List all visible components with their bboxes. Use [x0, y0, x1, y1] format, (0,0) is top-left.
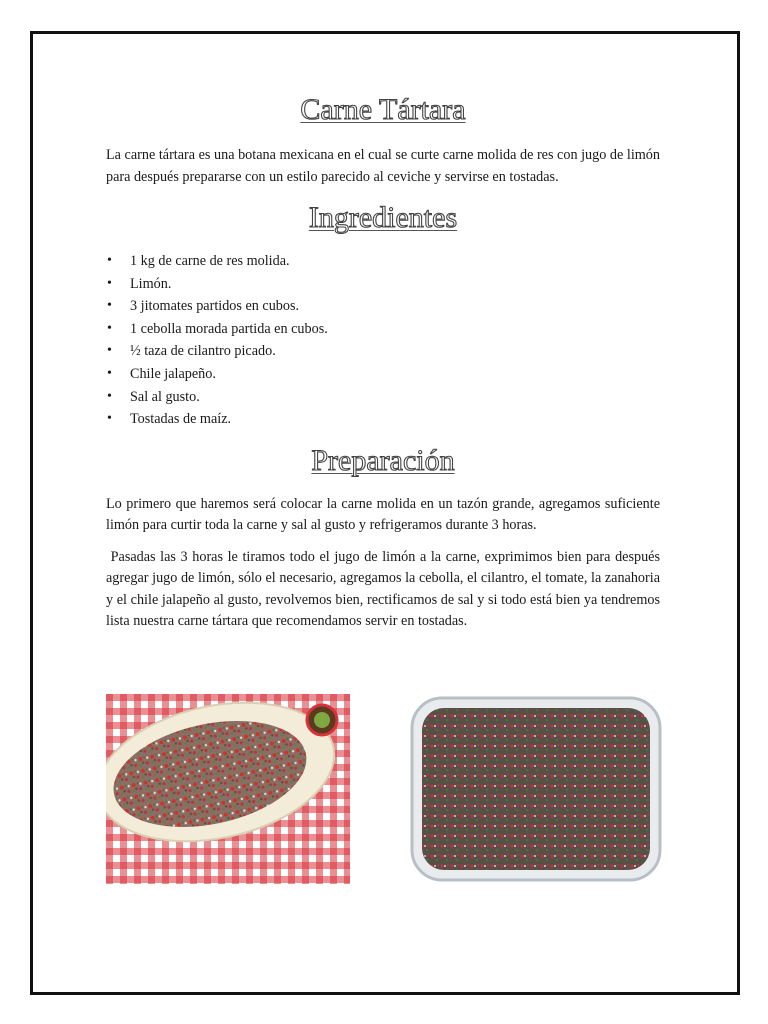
- tartar-dish-image: [410, 694, 662, 884]
- list-item: [106, 363, 660, 386]
- ingredient-text: 1 cebolla morada partida en cubos.: [130, 320, 328, 337]
- ingredient-text: 3 jitomates partidos en cubos.: [130, 298, 300, 315]
- ingredients-list: [106, 250, 660, 431]
- list-item: [106, 386, 660, 409]
- ingredient-text: Sal al gusto.: [130, 388, 200, 405]
- bullet-icon: •: [107, 275, 112, 291]
- ingredient-text: 1 kg de carne de res molida.: [130, 253, 290, 269]
- tartar-dish-photo: [410, 694, 662, 884]
- list-item: [106, 295, 660, 318]
- preparation-heading: Preparación: [311, 443, 455, 477]
- photo-row: [106, 694, 662, 884]
- ingredients-heading: Ingredientes: [308, 201, 458, 234]
- bullet-icon: •: [107, 253, 112, 268]
- list-item: [106, 273, 660, 296]
- list-item: [106, 318, 660, 341]
- ingredient-text: Limón.: [130, 275, 172, 292]
- list-item: [106, 250, 660, 273]
- title-heading: Carne Tártara: [300, 93, 466, 126]
- preparation-paragraph-1: Lo primero que haremos será colocar la carne molida en un tazón grande, agregamos suficiente limón para curtir toda la carne y sal al gusto y refrigeramos durante 3 horas.: [106, 495, 660, 534]
- bullet-icon: •: [107, 388, 112, 404]
- bullet-icon: •: [107, 365, 112, 381]
- document-body: [106, 92, 664, 633]
- list-item: [106, 340, 660, 363]
- bullet-icon: •: [107, 298, 112, 314]
- ingredient-text: ½ taza de cilantro picado.: [130, 343, 276, 360]
- bullet-icon: •: [107, 343, 112, 359]
- tartar-plate-image: [106, 694, 350, 884]
- preparation-paragraph-2: Pasadas las 3 horas le tiramos todo el jugo de limón a la carne, exprimimos bien para después agregar jugo de limón, sólo el necesario, agregamos la cebolla, el cilantro, el tomate, la zanahoria y el chile jalapeño al gusto, revolvemos bien, rectificamos de sal y si todo está bien ya tendremos lista nuestra carne tártara que recomendamos servir en tostadas.: [106, 548, 664, 630]
- bullet-icon: •: [107, 320, 112, 336]
- tartar-plate-photo: [106, 694, 350, 884]
- ingredient-text: Chile jalapeño.: [130, 365, 216, 382]
- intro-paragraph: La carne tártara es una botana mexicana en el cual se curte carne molida de res con jugo de limón para después prepararse con un estilo parecido al ceviche y servirse en tostadas.: [106, 147, 660, 185]
- bullet-icon: •: [107, 411, 112, 427]
- list-item: [106, 408, 660, 431]
- ingredient-text: Tostadas de maíz.: [130, 411, 232, 428]
